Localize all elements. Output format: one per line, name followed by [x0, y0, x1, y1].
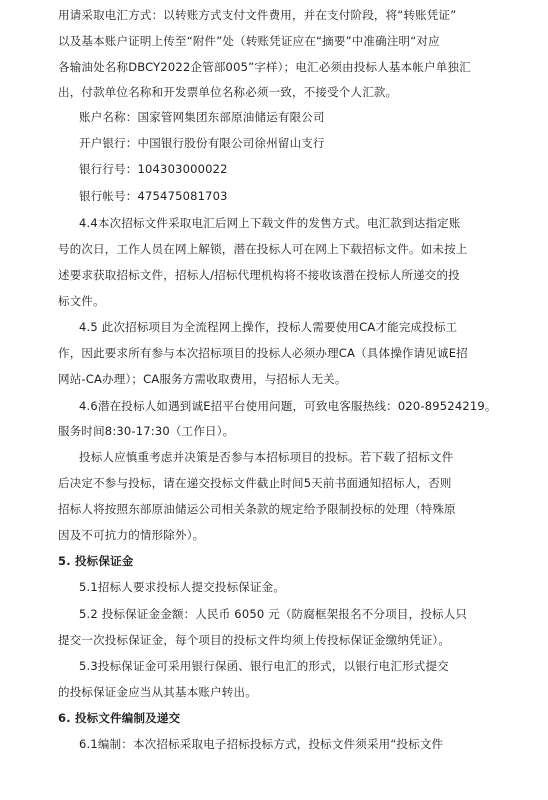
bank-name-line: 开户银行：中国银行股份有限公司徐州留山支行 [79, 136, 325, 150]
text-line: 5.3投标保证金可采用银行保函、银行电汇的形式，以银行电汇形式提交 [79, 659, 449, 673]
text-line: 号的次日，工作人员在网上解锁，潜在投标人可在网上下载招标文件。如未按上 [58, 242, 468, 256]
text-line: 4.5 此次招标项目为全流程网上操作，投标人需要使用CA才能完成投标工 [79, 320, 458, 334]
text-line: 网站-CA办理）；CA服务方需收取费用，与招标人无关。 [58, 372, 347, 386]
text-line: 5.2 投标保证金金额：人民币 6050 元（防腐框架报名不分项目，投标人只 [79, 607, 468, 621]
text-line: 述要求获取招标文件，招标人/招标代理机构将不接收该潜在投标人所递交的投 [58, 268, 460, 282]
text-line: 的投标保证金应当从其基本账户转出。 [58, 685, 257, 699]
text-line: 服务时间8:30-17:30（工作日）。 [58, 424, 235, 438]
text-line: 各输油处名称DBCY2022企管部005”字样）；电汇必须由投标人基本帐户单独汇 [58, 60, 471, 74]
text-line: 因及不可抗力的情形除外）。 [58, 528, 205, 542]
bank-code-line: 银行行号：104303000022 [79, 162, 228, 176]
text-line: 投标人应慎重考虑并决策是否参与本招标项目的投标。若下载了招标文件 [79, 450, 454, 464]
text-line: 以及基本账户证明上传至“附件”处（转账凭证应在“摘要”中准确注明“对应 [58, 34, 440, 48]
text-line: 用请采取电汇方式：以转账方式支付文件费用，并在支付阶段，将“转账凭证” [58, 8, 457, 22]
section-heading-bid-documents: 6. 投标文件编制及递交 [58, 711, 181, 725]
text-line: 6.1编制：本次招标采取电子招标投标方式，投标文件须采用“投标文件 [79, 737, 444, 751]
section-heading-bid-bond: 5. 投标保证金 [58, 554, 134, 568]
text-line: 招标人将按照东部原油储运公司相关条款的规定给予限制投标的处理（特殊原 [58, 502, 456, 516]
account-name-line: 账户名称：国家管网集团东部原油储运有限公司 [79, 110, 325, 124]
text-line: 4.6潜在投标人如遇到诚E招平台使用问题，可致电客服热线：020-89524219。 [79, 399, 497, 413]
text-line: 出，付款单位名称和开发票单位名称必须一致，不接受个人汇款。 [58, 85, 398, 99]
text-line: 标文件。 [58, 294, 105, 308]
text-line: 5.1招标人要求投标人提交投标保证金。 [79, 580, 286, 594]
text-line: 作，因此要求所有参与本次招标项目的投标人必须办理CA（具体操作请见诚E招 [58, 346, 468, 360]
text-line: 提交一次投标保证金，每个项目的投标文件均须上传投标保证金缴纳凭证）。 [58, 633, 451, 647]
account-number-line: 银行帐号：475475081703 [79, 189, 228, 203]
text-line: 后决定不参与投标，请在递交投标文件截止时间5天前书面通知招标人，否则 [58, 476, 452, 490]
text-line: 4.4本次招标文件采取电汇后网上下载文件的发售方式。电汇款到达指定账 [79, 216, 461, 230]
